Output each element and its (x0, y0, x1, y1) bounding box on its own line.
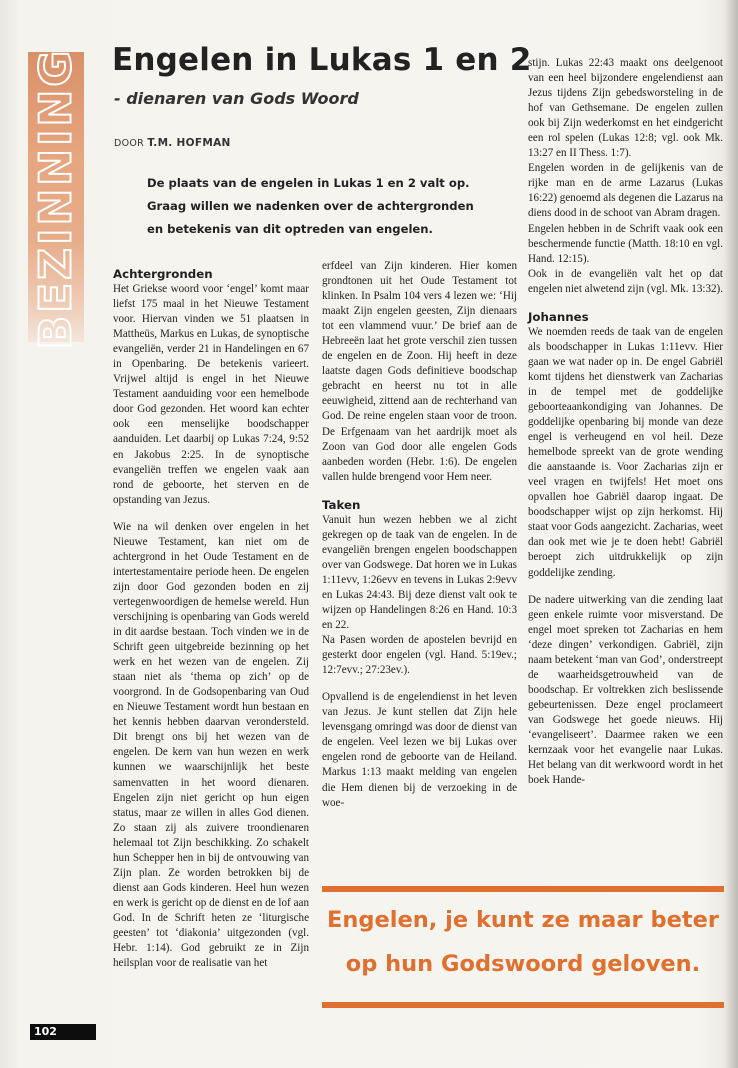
section-heading-taken: Taken (322, 497, 361, 512)
paragraph: Engelen worden in de gelijkenis van de rijke man en de arme Lazarus (Lukas 16:22) genoemd als degenen die Lazarus na diens dood in de schoot van Abram dragen. (528, 162, 723, 220)
paragraph: De nadere uitwerking van die zending laat geen enkele ruimte voor misverstand. De engel moet spreken tot Zacharias en hem ‘deze dingen’ verkondigen. Gabriël, zijn naam betekent ‘man van God’, onderstreept de waarheidsgetrouwheid van de boodschap. Er voltrekken zich beslissende gebeurtenissen. Deze engel proclameert van Godswege het goede nieuws. Hij ‘evangeliseert’. Daarmee raken we een kernzaak voor het evangelie naar Lukas. Het belang van dit werkwoord wordt in het boek Hande- (528, 593, 723, 787)
article-title: Engelen in Lukas 1 en 2 (112, 42, 532, 78)
category-label: BEZINNING (30, 47, 82, 349)
paragraph: We noemden reeds de taak van de engelen als boodschapper in Lukas 1:11evv. Hier gaan we wat nader op in. De engel Gabriël komt tijdens het dienstwerk van Zacharias in de tempel met de goddelijke geboorteaankondiging van Johannes. De goddelijke openbaring bij monde van deze engel is verheugend en vol heil. Deze hemelbode spreekt van de grote wending die aanstaande is. Voor Zacharias zijn er veel vragen en twijfels! Het moet ons opvallen hoe Gabriël daarop ingaat. De boodschapper wijst op zijn herkomst. Hij staat voor Gods aangezicht. Zacharias, weet dan ook met wie je te doen hebt! Gabriël beroept zich uitdrukkelijk op zijn goddelijke zending. (528, 325, 723, 579)
intro-paragraph: De plaats van de engelen in Lukas 1 en 2 valt op. Graag willen we nadenken over de achtergronden en betekenis van dit optreden van engelen. (147, 176, 474, 236)
pullquote-rule-top (322, 886, 724, 892)
paragraph: Vanuit hun wezen hebben we al zicht gekregen op de taak van de engelen. In de evangeliën brengen engelen boodschappen over van Godswege. Dat horen we in Lukas 1:11evv, 1:26evv en tevens in Lukas 2:9evv en Lukas 24:43. Bij deze dienst valt ook te wijzen op Handelingen 8:26 en Hand. 10:3 en 22. (322, 513, 517, 632)
column-2 (322, 259, 517, 823)
page-fold-shadow (724, 0, 738, 1068)
page-number-bar (30, 1024, 96, 1040)
pullquote (322, 898, 724, 986)
page-number: 102 (34, 1025, 57, 1038)
paragraph: erfdeel van Zijn kinderen. Hier komen grondtonen uit het Oude Testament tot klinken. In Psalm 104 vers 4 lezen we: ‘Hij maakt Zijn engelen geesten, Zijn dienaars tot een vlammend vuur.’ De brief aan de Hebreeën laat het grote verschil zien tussen de engelen en de Zoon. Hij heeft in deze laatste dagen Gods definitieve boodschap gebracht en heerst nu tot in alle eeuwigheid, zittend aan de rechterhand van God. De reine engelen staan voor de troon. De Erfgenaam van het aardrijk moet als Zoon van God door alle engelen Gods aanbeden worden (Hebr. 1:6). De engelen vallen hulde brengend voor Hem neer. (322, 260, 517, 483)
pullquote-line-1: Engelen, je kunt ze maar beter (327, 907, 719, 933)
column-3 (528, 56, 723, 800)
byline-prefix: DOOR (114, 138, 145, 149)
paragraph: Wie na wil denken over engelen in het Nieuwe Testament, kan niet om de achtergrond in het Oude Testament en de intertestamentaire periode heen. De engelen zijn door God gezonden boden en zij vertegenwoordigen de hemelse wereld. Hun verschijning is openbaring van Gods wereld in dit aardse bestaan. Toch vinden we in de Schrift geen uitgebreide bezinning op het werk en het wezen van de engelen. Zij staan niet als ‘thema op zich’ op de voorgrond. In de Godsopenbaring van Oud en Nieuwe Testament wordt hun bestaan en het kennis hebben daarvan verondersteld. Dit brengt ons bij het wezen van de engelen. De kern van hun wezen en werk kunnen we waarschijnlijk het beste samenvatten in het woord dienaren. Engelen zijn niet gericht op hun eigen status, maar ze willen in alles God dienen. Zo staan zij als zuivere troondienaren helemaal tot Zijn beschikking. Zo schakelt hun Schepper hen in bij de ontvouwing van Zijn plan. Ze worden betrokken bij de dienst aan Gods kinderen. Heel hun wezen en werk is gericht op de dienst en de lof aan God. In de Schrift heten ze ‘liturgische geesten’ tot ‘diakonia’ uitgezonden (vgl. Hebr. 1:14). God gebruikt ze in Zijn heilsplan voor de realisatie van het (113, 520, 309, 970)
paragraph: Engelen hebben in de Schrift vaak ook een beschermende functie (Matth. 18:10 en vgl. Hand. 12:15). (528, 222, 723, 265)
paragraph: Ook in de evangeliën valt het op dat engelen niet alwetend zijn (vgl. Mk. 13:32). (528, 267, 724, 295)
pullquote-line-2: op hun Godswoord geloven. (345, 951, 701, 977)
section-heading-achtergronden: Achtergronden (113, 267, 213, 281)
author-name: T.M. HOFMAN (147, 137, 231, 149)
section-heading-johannes: Johannes (528, 309, 589, 324)
paragraph: stijn. Lukas 22:43 maakt ons deelgenoot van een heel bijzondere engelendienst aan Jezus tijdens Zijn gebedsworsteling in de hof van Gethsemane. De engelen zullen ook bij Zijn wederkomst en het eindgericht een rol spelen (Lukas 12:8; vgl. ook Mk. 13:27 en II Thess. 1:7). (528, 57, 723, 160)
category-band (28, 47, 84, 349)
pullquote-rule-bottom (322, 1002, 724, 1008)
paragraph: Het Griekse woord voor ‘engel’ komt maar liefst 175 maal in het Nieuwe Testament voor. Hiervan vinden we 51 plaatsen in Mattheüs, Markus en Lukas, de synoptische evangeliën, verder 21 in Handelingen en 67 in Openbaring. De betekenis varieert. Vrijwel altijd is engel in het Nieuwe Testament aanduiding voor een hemelbode door God gezonden. Het woord kan echter ook een menselijke boodschapper aanduiden. Let daarbij op Lukas 7:24, 9:52 en Jakobus 2:25. In de synoptische evangeliën treffen we engelen vaak aan rond de geboorte, het sterven en de opstanding van Jezus. (113, 283, 309, 506)
byline (114, 137, 231, 149)
paragraph: Opvallend is de engelendienst in het leven van Jezus. Je kunt stellen dat Zijn hele levensgang omringd was door de dienst van de engelen. Veel lezen we bij Lukas over engelen rond de geboorte van de Heiland. Markus 1:13 maakt melding van engelen die Hem dienen bij de verzoeking in de woe- (322, 691, 517, 809)
category-label-wrap (30, 47, 82, 349)
paragraph: Na Pasen worden de apostelen bevrijd en gesterkt door engelen (vgl. Hand. 5:19ev.; 12:7evv.; 27:23ev.). (322, 634, 517, 677)
article-subtitle: - dienaren van Gods Woord (114, 89, 359, 108)
column-1 (113, 266, 309, 983)
